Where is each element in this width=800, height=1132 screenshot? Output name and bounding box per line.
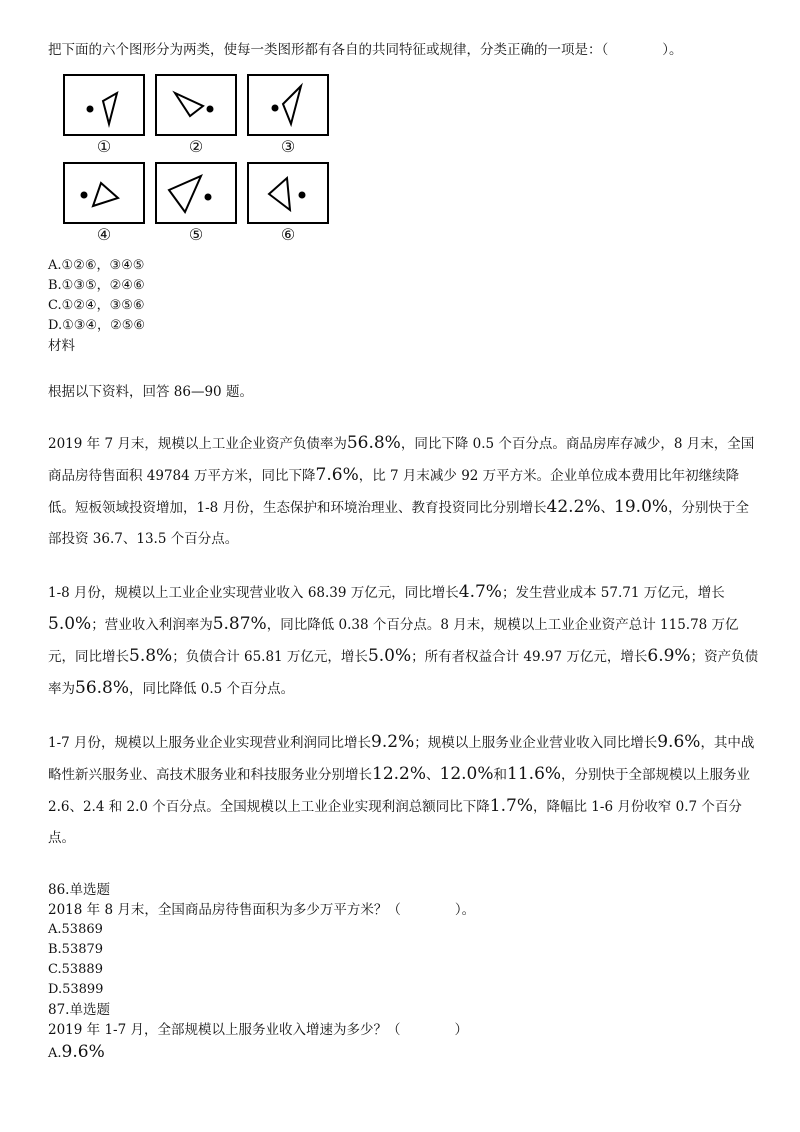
p1-value-1: 56.8% <box>346 433 401 453</box>
p2-text-d: ，同比降低 0.38 个百分点。8 月末，规模以上工业企业资产总计 115.78 万亿元，同比增长 <box>48 617 739 665</box>
material-label: 材料 <box>48 338 75 354</box>
p1-text-a: 2019 年 7 月末，规模以上工业企业资产负债率为 <box>48 436 347 452</box>
p1-text-b: ，同比下降 0.5 个百分点。商品房库存减少，8 月末，全国商品房待售面积 49784 万平方米，同比下降 <box>48 436 755 484</box>
p1-text-d: 、 <box>600 500 615 516</box>
q86-option-a[interactable]: A.53869 <box>48 922 103 937</box>
p2-value-1: 4.7% <box>458 582 502 602</box>
p3-text-b: ；规模以上服务业企业营业收入同比增长 <box>414 735 658 751</box>
p1-text-e: ，分别快于全部投资 36.7、13.5 个百分点。 <box>48 500 750 547</box>
figure-label-2: ② <box>188 137 204 156</box>
material-intro: 根据以下资料，回答 86—90 题。 <box>48 384 253 400</box>
figure-1-image <box>63 74 145 136</box>
p3-value-6: 1.7% <box>489 796 533 816</box>
q86-header: 86.单选题 <box>48 882 110 898</box>
figure-label-4: ④ <box>96 225 112 244</box>
q87-option-a-prefix: A. <box>48 1046 62 1061</box>
p2-text-h: ，同比降低 0.5 个百分点。 <box>129 681 295 697</box>
p3-text-c: ，其中战略性新兴服务业、高技术服务业和科技服务业分别增长 <box>48 735 755 783</box>
figure-2-image <box>155 74 237 136</box>
figure-label-5: ⑤ <box>188 225 204 244</box>
q87-header: 87.单选题 <box>48 1002 110 1018</box>
q85-option-a[interactable]: A.①②⑥，③④⑤ <box>48 258 145 273</box>
q85-option-c[interactable]: C.①②④，③⑤⑥ <box>48 298 145 313</box>
p2-value-3: 5.87% <box>212 614 267 634</box>
p3-text-e: 和 <box>493 767 508 783</box>
figure-label-3: ③ <box>280 137 296 156</box>
p3-value-4: 12.0% <box>439 764 494 784</box>
q87-option-a[interactable] <box>48 1040 760 1066</box>
p3-text-g: ，降幅比 1-6 月份收窄 0.7 个百分点。 <box>48 799 742 846</box>
q85-option-d[interactable]: D.①③④，②⑤⑥ <box>48 318 146 333</box>
p2-text-c: ；营业收入利润率为 <box>91 617 213 633</box>
figure-5 <box>150 162 242 250</box>
p1-value-4: 19.0% <box>614 497 669 517</box>
q85-stem: 把下面的六个图形分为两类，使每一类图形都有各自的共同特征或规律，分类正确的一项是：（ ）。 <box>48 42 683 58</box>
q86-option-b[interactable]: B.53879 <box>48 942 104 957</box>
p2-text-f: ；所有者权益合计 49.97 万亿元，增长 <box>411 649 648 665</box>
figure-2 <box>150 74 242 162</box>
p2-text-b: ；发生营业成本 57.71 万亿元，增长 <box>501 585 725 601</box>
figure-label-1: ① <box>96 137 112 156</box>
material-paragraph-2 <box>48 577 760 705</box>
q85-options <box>48 256 760 336</box>
figure-5-image <box>155 162 237 224</box>
q85-option-b[interactable]: B.①③⑤，②④⑥ <box>48 278 145 293</box>
figure-grid <box>58 74 760 250</box>
p3-text-f: ，分别快于全部规模以上服务业 2.6、2.4 和 2.0 个百分点。全国规模以上工业企业实现利润总额同比下降 <box>48 767 751 815</box>
p3-value-2: 9.6% <box>657 732 701 752</box>
material-paragraph-3 <box>48 727 760 854</box>
q87-stem: 2019 年 1-7 月，全部规模以上服务业收入增速为多少？（ ） <box>48 1022 468 1038</box>
figure-3-image <box>247 74 329 136</box>
p3-value-1: 9.2% <box>371 732 415 752</box>
material-paragraph-1 <box>48 428 760 555</box>
q86-option-c[interactable]: C.53889 <box>48 962 103 977</box>
p3-text-a: 1-7 月份，规模以上服务业企业实现营业利润同比增长 <box>48 735 372 751</box>
q86-option-d[interactable]: D.53899 <box>48 982 104 997</box>
p2-text-g: ；资产负债率为 <box>48 649 759 697</box>
p3-value-5: 11.6% <box>507 764 562 784</box>
figure-6-image <box>247 162 329 224</box>
figure-label-6: ⑥ <box>280 225 296 244</box>
p3-text-d: 、 <box>426 767 440 783</box>
p2-text-e: ；负债合计 65.81 万亿元，增长 <box>172 649 368 665</box>
p2-value-6: 6.9% <box>647 646 691 666</box>
q86-stem: 2018 年 8 月末，全国商品房待售面积为多少万平方米？（ ）。 <box>48 902 476 918</box>
p2-value-2: 5.0% <box>48 614 92 634</box>
figure-6 <box>242 162 334 250</box>
p2-value-4: 5.8% <box>129 646 173 666</box>
figure-4 <box>58 162 150 250</box>
p1-text-c: ，比 7 月末减少 92 万平方米。企业单位成本费用比年初继续降低。短板领域投资增加，1-8 月份，生态保护和环境治理业、教育投资同比分别增长 <box>48 468 740 516</box>
q87-option-a-value: 9.6% <box>61 1042 105 1062</box>
figure-1 <box>58 74 150 162</box>
page <box>48 40 760 1066</box>
p2-text-a: 1-8 月份，规模以上工业企业实现营业收入 68.39 万亿元，同比增长 <box>48 585 459 601</box>
p3-value-3: 12.2% <box>372 764 427 784</box>
p1-value-3: 42.2% <box>546 497 601 517</box>
p2-value-7: 56.8% <box>75 678 130 698</box>
figure-3 <box>242 74 334 162</box>
p2-value-5: 5.0% <box>367 646 412 666</box>
figure-4-image <box>63 162 145 224</box>
p1-value-2: 7.6% <box>315 465 359 485</box>
